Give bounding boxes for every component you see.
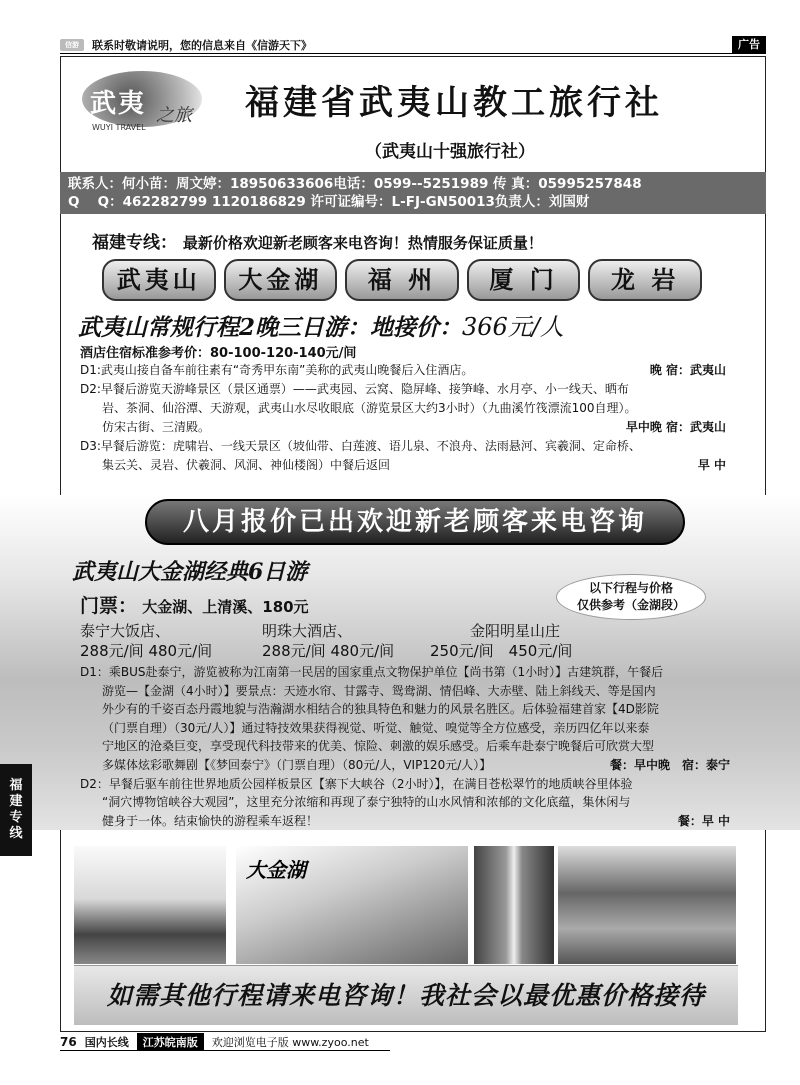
header	[60, 57, 766, 172]
itinerary1-title: 武夷山常规行程2晚三日游：地接价：366元/人	[78, 313, 564, 341]
footer	[60, 1034, 369, 1050]
promo-banner: 八月报价已出欢迎新老顾客来电咨询	[145, 499, 685, 545]
website-text: 欢迎浏览电子版 www.zyoo.net	[211, 1036, 369, 1049]
ticket-value: 大金湖、上清溪、180元	[142, 598, 309, 616]
ad-tag: 广告	[732, 36, 766, 54]
contact-line-2: Q Q：462282799 1120186829 许可证编号：L-FJ-GN50013负责人：刘国财	[68, 194, 590, 210]
itinerary1-days	[80, 361, 726, 475]
contact-line-1: 联系人：何小苗：周文婷：18950633606电话：0599--5251989 传 真：05995257848	[68, 176, 642, 192]
destination-dajinhu: 大金湖	[224, 259, 338, 301]
day2-cont1: 岩、茶洞、仙浴潭、天游观，武夷山水尽收眼底（游览景区大约3小时）（九曲溪竹筏漂流100自理）。	[102, 401, 637, 415]
fujian-line-heading	[92, 228, 543, 253]
fujian-line-note: 最新价格欢迎新老顾客来电咨询！热情服务保证质量！	[182, 234, 543, 252]
ticket-info	[80, 591, 309, 618]
edition-badge: 江苏皖南版	[137, 1033, 204, 1051]
hotel-price: 288元/间 480元/间	[262, 642, 395, 660]
day3-row: D3:早餐后游览：虎啸岩、一线天景区（坡仙带、白莲渡、语儿泉、不浪舟、法雨悬河、宾羲洞、定命桥、	[80, 439, 641, 453]
photo-rafting	[558, 846, 736, 964]
logo-name: 武夷	[90, 89, 147, 119]
agency-subtitle: （武夷山十强旅行社）	[365, 142, 535, 162]
hotel-price: 288元/间 480元/间	[80, 642, 213, 660]
section-name: 国内长线	[84, 1036, 129, 1049]
contact-bar	[60, 172, 766, 214]
day2-cont2: 仿宋古街、三清殿。 早中晚 宿：武夷山	[102, 420, 726, 434]
logo-suffix: 之旅	[156, 105, 192, 126]
photo-waterfall	[474, 846, 554, 964]
itinerary1-price: 366元/人	[462, 313, 564, 341]
fujian-line-label: 福建专线：	[92, 233, 177, 253]
footer-rule	[60, 1050, 390, 1051]
day2-meal: 餐：早 中	[677, 813, 730, 828]
hotel-price: 250元/间 450元/间	[430, 642, 573, 660]
day1-meal: 餐：早中晚 宿：泰宁	[609, 757, 730, 772]
photo-dajinhu-collage	[236, 846, 468, 964]
itinerary2-day1: D1：乘BUS赴泰宁，游览被称为江南第一民居的国家重点文物保护单位【尚书第（1小时）】古建筑群，午餐后 游览—【金湖（4小时）】要景点：天迹水帘、甘露寺、鸳鸯湖、情侣峰、大赤壁、陆上斜线天、等是国内 外少有的千姿百态丹霞地貌与浩瀚湖水相结合的独具特色和魅力的风景名胜区。后体验福建首家【4D影院 （门票自理）（30元/人）】通过特技效果获得视觉、听觉、触觉、嗅觉等全方位感受，亲历四亿年以来泰 宁地区的沧桑巨变，享受现代科技带来的优美、惊险、刺激的娱乐感受。后乘车赴泰宁晚餐后可欣赏大型 多媒体炫彩歌舞剧【《梦回泰宁》（门票自理）（80元/人，VIP120元/人）】 餐：早中晚 宿：泰宁 D2：早餐后驱车前往世界地质公园样板景区【寨下大峡谷（2小时）】，在满目苍松翠竹的地质峡谷里体验 “洞穴博物馆峡谷大观园”，这里充分浓缩和再现了泰宁独特的山水风情和浓郁的文化底蕴，集休闲与 健身于一体。结束愉快的游程乘车返程！ 餐：早 中	[80, 663, 730, 830]
photo-strip	[74, 846, 736, 964]
itinerary2-title: 武夷山大金湖经典6日游	[72, 559, 308, 585]
side-tab-fujian: 福 建 专 线	[0, 764, 32, 856]
hotel-reference-price: 酒店住宿标准参考价：80-100-120-140元/间	[80, 346, 357, 361]
destination-fuzhou: 福 州	[345, 259, 459, 301]
destination-buttons	[102, 259, 702, 301]
bottom-banner: 如需其他行程请来电咨询！我社会以最优惠价格接待	[74, 965, 738, 1025]
day1-row: D1:武夷山接自备车前往素有“奇秀甲东南”美称的武夷山晚餐后入住酒店。 晚 宿：武夷山	[80, 363, 726, 377]
price-reference-callout: 以下行程与价格 仅供参考（金湖段）	[556, 574, 706, 620]
top-notice-bar	[60, 36, 766, 54]
photo-caption: 大金湖	[246, 858, 306, 882]
page-number: 76	[60, 1035, 77, 1049]
agency-name: 福建省武夷山教工旅行社	[245, 83, 663, 123]
ticket-label: 门票：	[80, 595, 138, 617]
logo-english: WUYI TRAVEL	[92, 123, 146, 132]
top-notice-text: 联系时敬请说明，您的信息来自《信游天下》	[92, 38, 312, 52]
photo-mountain-lake	[74, 846, 226, 964]
day2-row: D2:早餐后游览天游峰景区（景区通票）——武夷园、云窝、隐屏峰、接笋峰、水月亭、小一线天、晒布	[80, 382, 629, 396]
hotel-name: 明珠大酒店、	[262, 622, 353, 640]
destination-wuyishan: 武夷山	[102, 259, 216, 301]
hotel-prices-row	[80, 640, 720, 661]
destination-xiamen: 厦 门	[467, 259, 581, 301]
hotel-names-row	[80, 620, 720, 641]
day3-cont1: 集云关、灵岩、伏羲洞、风洞、神仙楼阁）中餐后返回 早 中	[102, 458, 726, 472]
wuyi-travel-logo	[72, 67, 222, 137]
destination-longyan: 龙 岩	[588, 259, 702, 301]
hotel-name: 泰宁大饭店、	[80, 622, 171, 640]
magazine-logo-icon: 信游	[60, 39, 84, 51]
hotel-name: 金阳明星山庄	[470, 622, 561, 640]
